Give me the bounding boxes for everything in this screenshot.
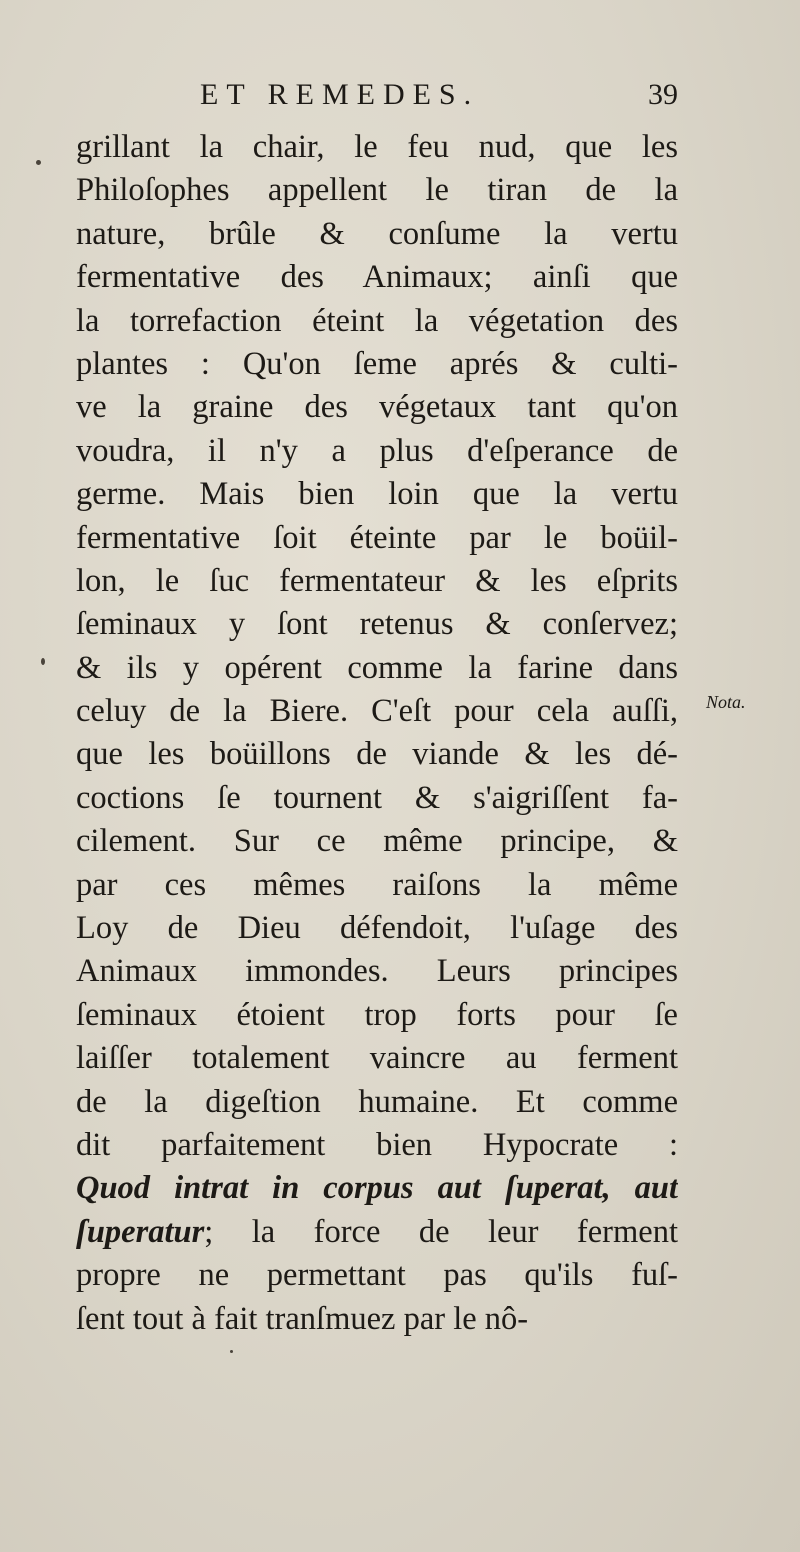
text-line: laiſſer totalement vaincre au ferment xyxy=(76,1040,678,1077)
text-line: voudra, il n'y a plus d'eſperance de xyxy=(76,432,678,469)
text-line: germe. Mais bien loin que la vertu xyxy=(76,476,678,513)
text-line: fermentative ſoit éteinte par le boüil- xyxy=(76,519,678,556)
ink-speck xyxy=(230,1350,233,1353)
margin-note: Nota. xyxy=(706,692,746,712)
text-line: ſeminaux étoient trop forts pour ſe xyxy=(76,996,678,1033)
ink-speck xyxy=(41,658,45,665)
text-line: grillant la chair, le feu nud, que les xyxy=(76,129,678,165)
text-line: plantes : Qu'on ſeme aprés & culti- xyxy=(76,345,678,382)
text-line: celuy de la Biere. C'eſt pour cela auſſi, xyxy=(76,693,678,730)
page-number: 39 xyxy=(648,78,678,111)
text-line: ſent tout à fait tranſmuez par le nô- xyxy=(76,1300,529,1337)
ink-speck xyxy=(36,160,41,165)
text-line: de la digeſtion humaine. Et comme xyxy=(76,1083,678,1120)
latin-quote-end: ſuperatur xyxy=(76,1213,205,1250)
text-line: dit parfaitement bien Hypocrate : xyxy=(76,1126,678,1163)
text-line: propre ne permettant pas qu'ils fuſ- xyxy=(76,1257,678,1294)
text-line: par ces mêmes raiſons la même xyxy=(76,866,678,903)
text-line: fermentative des Animaux; ainſi que xyxy=(76,259,678,296)
text-line: Animaux immondes. Leurs principes xyxy=(76,953,678,990)
running-title: ET REMEDES. xyxy=(200,78,480,111)
text-line: cilement. Sur ce même principe, & xyxy=(76,823,678,860)
text-line: & ils y opérent comme la farine dans xyxy=(76,649,678,686)
body-text xyxy=(76,126,678,1341)
text-line: Loy de Dieu défendoit, l'uſage des xyxy=(76,910,678,947)
text-line: nature, brûle & conſume la vertu xyxy=(76,215,678,252)
text-line: que les boüillons de viande & les dé- xyxy=(76,736,678,773)
text-line: la torrefaction éteint la végetation des xyxy=(76,302,678,339)
text-line: ve la graine des végetaux tant qu'on xyxy=(76,389,678,426)
text-line: coctions ſe tournent & s'aigriſſent fa- xyxy=(76,779,678,816)
page-header xyxy=(200,72,690,118)
latin-quote-line: Quod intrat in corpus aut ſuperat, aut xyxy=(76,1170,678,1207)
text-line-mixed xyxy=(76,1211,678,1254)
text-line: lon, le ſuc fermentateur & les eſprits xyxy=(76,562,678,599)
text-line: Philoſophes appellent le tiran de la xyxy=(76,172,678,209)
text-line-rest: ; la force de leur ferment xyxy=(204,1213,678,1250)
text-line: ſeminaux y ſont retenus & conſervez; xyxy=(76,606,678,643)
